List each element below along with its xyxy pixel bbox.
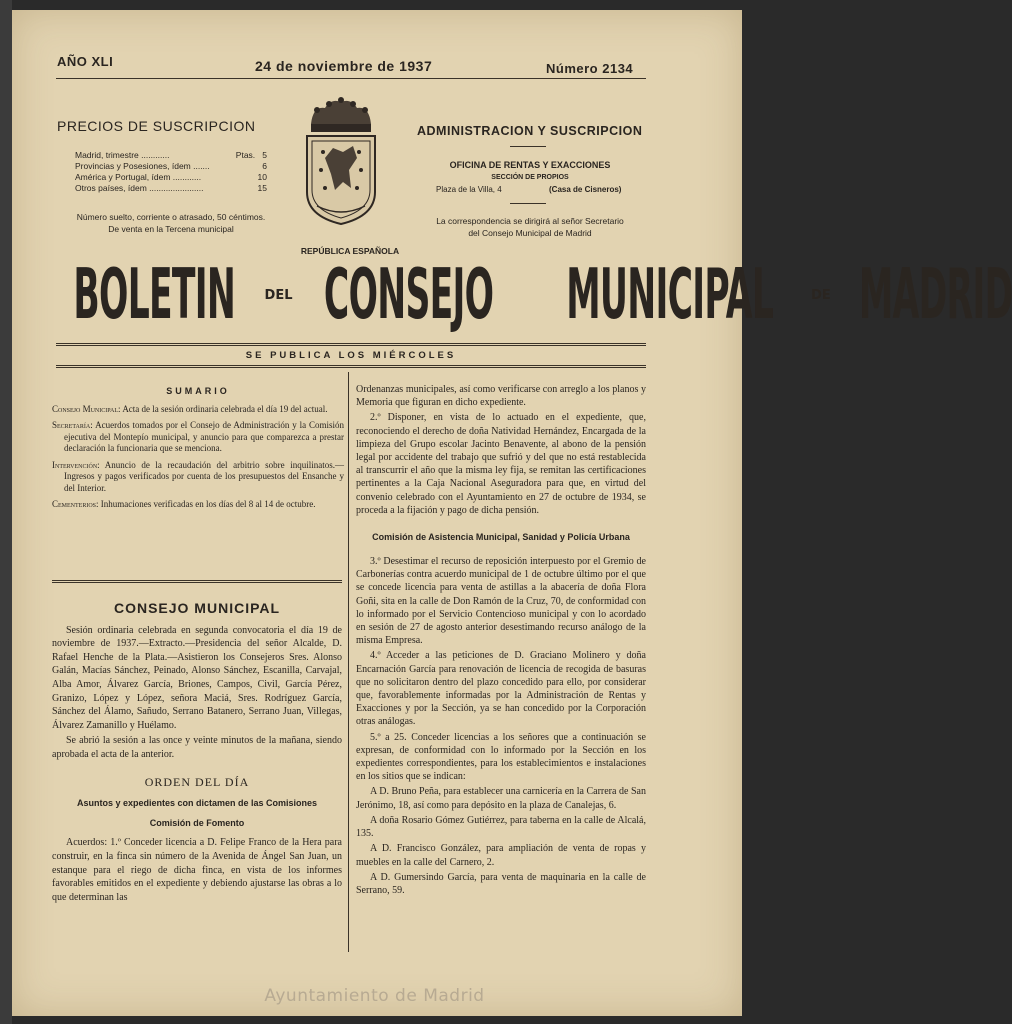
right-column <box>356 383 646 899</box>
masthead-title <box>42 254 1012 336</box>
masthead-word: MADRID <box>858 254 1012 336</box>
issue-date: 24 de noviembre de 1937 <box>255 58 433 74</box>
single-copy-note: Número suelto, corriente o atrasado, 50 céntimos. <box>76 212 266 222</box>
session-paragraph: Sesión ordinaria celebrada en segunda convocatoria el día 19 de noviembre de 1937.—Extracto.—Presidencia del señor Alcalde, D. Rafael Henche de la Plata.—Asistieron los Consejeros Sres. Alonso Galán, Macías Sánchez, Peinado, Alonso Sánchez, Escanilla, Carvajal, Alba Amor, Álvarez García, Briones, Campos, Civil, García Pérez, Granizo, López y López, señora Maciá, Sres. Rodríguez García, Sánchez del Álamo, Sañudo, Serrano Batanero, Serrano Juan, Villegas, Álvarez Zamanillo y Huélamo. <box>52 624 342 731</box>
watermark: Ayuntamiento de Madrid <box>264 986 485 1006</box>
address: Plaza de la Villa, 4 <box>436 185 502 194</box>
publication-day: SE PUBLICA LOS MIÉRCOLES <box>245 350 457 361</box>
masthead-word: MUNICIPAL <box>565 254 773 336</box>
column-divider <box>348 372 349 952</box>
council-section <box>52 602 342 906</box>
admin-rule-2 <box>510 203 546 204</box>
summary-item: Consejo Municipal: Acta de la sesión ordinaria celebrada el día 19 del actual. <box>52 403 328 414</box>
address-building: (Casa de Cisneros) <box>549 185 622 194</box>
masthead-rule-2 <box>56 365 646 368</box>
year-label: AÑO XLI <box>57 54 114 69</box>
administration-title: ADMINISTRACION Y SUSCRIPCION <box>417 124 643 138</box>
session-opening: Se abrió la sesión a las once y veinte minutos de la mañana, siendo aprobada el acta de la anterior. <box>52 735 342 760</box>
license-item: A D. Gumersindo García, para venta de maquinaria en la calle de Serrano, 59. <box>356 871 646 896</box>
summary-item: Cementerios: Inhumaciones verificadas en los días del 8 al 14 de octubre. <box>52 499 316 509</box>
agreement-paragraph: Acuerdos: 1.º Conceder licencia a D. Felipe Franco de la Hera para construir, en la finca sin número de la Avenida de Ángel San Juan, un estanque para el riego de dicha finca, en vista de los informes favorables emitidos en el expediente y debiendo ajustarse las obras a lo que determinan las <box>52 837 342 903</box>
price-row: Madrid, trimestre ............ Ptas. 5 <box>75 150 267 160</box>
price-row: Provincias y Posesiones, ídem ....... 6 <box>75 161 267 171</box>
price-row: Otros países, ídem ....................... 15 <box>75 183 267 193</box>
license-item: A doña Rosario Gómez Gutiérrez, para taberna en la calle de Alcalá, 135. <box>356 814 646 840</box>
correspondence-note-2: del Consejo Municipal de Madrid <box>468 228 592 238</box>
header-rule <box>56 78 646 79</box>
subscription-title: PRECIOS DE SUSCRIPCION <box>57 118 256 134</box>
licenses-paragraph: 5.º a 25. Conceder licencias a los señores que a continuación se expresan, de conformidad con lo informado por la Sección en los expedientes correspondientes, para los establecimientos e instalaciones en los sitios que se indican: <box>356 731 646 783</box>
summary-item: Secretaría: Acuerdos tomados por el Consejo de Administración y la Comisión ejecutiva del Montepío municipal, y anuncio para que comparezca a prestar declaración la funcionaria que se menciona. <box>52 420 344 453</box>
council-title: CONSEJO MUNICIPAL <box>113 600 281 616</box>
ordinances-paragraph: Ordenanzas municipales, así como verificarse con arreglo a los planos y Memoria que figuran en dicho expediente. <box>356 384 646 409</box>
pension-paragraph: 2.º Disponer, en vista de lo actuado en el expediente, que, reconociendo el derecho de doña Natividad Hernández, Encargada de la limpieza del Grupo escolar Jacinto Benavente, al abono de la pensión legal por accidente del trabajo que sufrió y del que no está restablecida al transcurrir el año que la misma ley fija, se remitan las certificaciones pertinentes a la Caja Nacional Aseguradora para que, en virtud del convenio celebrado con el Ayuntamiento en 27 de octubre de 1934, se proceda a la fijación y pago de dicha pensión. <box>356 412 646 516</box>
appeal-paragraph: 3.º Desestimar el recurso de reposición interpuesto por el Gremio de Carbonerías contra acuerdo municipal de 1 de octubre último por el que se concede licencia para venta de astillas a la abacería de doña Flora Goñi, sita en la calle de Don Ramón de la Cruz, 70, de conformidad con lo informado por el Servicio Contencioso municipal y con lo acordado en sesión de 27 de agosto anterior desestimando recurso análogo de la misma Empresa. <box>356 556 646 647</box>
scan-left-edge <box>0 0 12 1024</box>
summary-rule <box>52 580 342 583</box>
sale-note: De venta en la Tercena municipal <box>108 224 234 234</box>
masthead-word: CONSEJO <box>323 254 493 336</box>
republic-label: REPÚBLICA ESPAÑOLA <box>300 246 400 256</box>
commission-assistance: Comisión de Asistencia Municipal, Sanidad y Policía Urbana <box>372 532 630 543</box>
section-name: SECCIÓN DE PROPIOS <box>491 174 569 181</box>
commission-fomento: Comisión de Fomento <box>149 817 245 828</box>
masthead-word: BOLETIN <box>73 254 236 336</box>
masthead-rule <box>56 343 646 346</box>
correspondence-note: La correspondencia se dirigirá al señor Secretario <box>436 216 624 226</box>
admin-rule <box>510 146 546 147</box>
masthead-connector: DE <box>811 287 831 303</box>
masthead-connector: DEL <box>264 287 293 303</box>
madrid-coat-of-arms-icon <box>303 96 379 228</box>
price-row: América y Portugal, ídem ............ 10 <box>75 172 267 182</box>
summary-item: Intervención: Anuncio de la recaudación del arbitrio sobre inquilinatos.—Ingresos y pagos verificados por cuenta de los presupuestos del Ensanche y del Interior. <box>52 459 344 493</box>
license-item: A D. Francisco González, para ampliación de venta de ropas y muebles en la calle del Carnero, 2. <box>356 843 646 868</box>
license-item: A D. Bruno Peña, para establecer una carnicería en la Carrera de San Jerónimo, 18, así como para depósito en la plaza de Canalejas, 6. <box>356 786 646 811</box>
issue-number: Número 2134 <box>546 61 634 76</box>
summary-title: SUMARIO <box>166 386 230 396</box>
order-of-day: ORDEN DEL DÍA <box>144 774 250 789</box>
office-name: OFICINA DE RENTAS Y EXACCIONES <box>449 160 611 170</box>
summary <box>52 384 344 516</box>
matters-heading: Asuntos y expedientes con dictamen de las Comisiones <box>76 798 318 809</box>
refuse-license-paragraph: 4.º Acceder a las peticiones de D. Graciano Molinero y doña Encarnación García para renovación de licencia de recogida de basuras que no solicitaron dentro del plazo concedido para ello, por considerar que, favorablemente informadas por la Administración de Rentas y Exacciones y por la Sección, ya se han concedido por la Corporación otras análogas. <box>356 650 646 728</box>
price-list <box>75 150 267 194</box>
